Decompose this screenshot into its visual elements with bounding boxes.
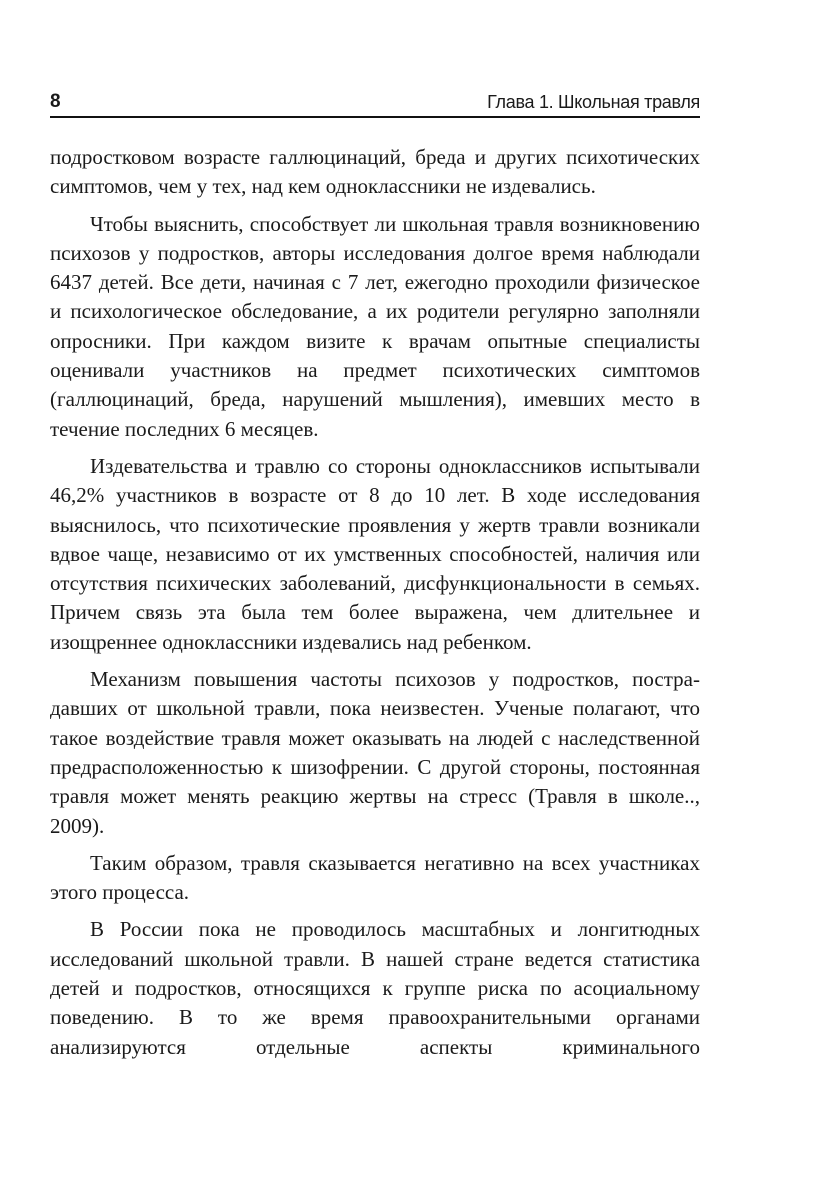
paragraph: Механизм повышения частоты психозов у подростков, пострадавших от школьной травли, пока неизвестен. Ученые полагают, что такое воздействие травля может оказывать на людей с наследственной предрасположенностью к шизофрении. С другой стороны, постоянная травля может менять реакцию жертвы на стресс (Травля в школе.., 2009).	[50, 667, 700, 838]
body-text	[50, 143, 700, 1070]
page-number: 8	[50, 91, 61, 112]
paragraph: В России пока не проводилось масштабных и лонгитюдных исследований школьной травли. В нашей стране ведется статистика детей и подростков, относящихся к группе риска по асоциальному поведению. В то же время правоохранительными органами анализируются отдельные аспекты криминального	[50, 917, 700, 1059]
paragraph: Издевательства и травлю со стороны одноклассников испытывали 46,2% участников в возрасте от 8 до 10 лет. В ходе исследования выяснилось, что психотические проявления у жертв травли возникали вдвое чаще, независимо от их умственных способностей, наличия или отсутствия психических заболеваний, дисфункциональности в семьях. Причем связь эта была тем более выражена, чем длительнее и изощреннее одноклассники издевались над ребенком.	[50, 453, 700, 654]
chapter-title: Глава 1. Школьная травля	[487, 92, 700, 112]
paragraph: Чтобы выяснить, способствует ли школьная травля возникновению психозов у подростков, авторы исследования долгое время наблюдали 6437 детей. Все дети, начиная с 7 лет, ежегодно проходили физическое и психологическое обследование, а их родители регулярно заполняли опросники. При каждом визите к врачам опытные специалисты оценивали участников на предмет психотических симптомов (галлюцинаций, бреда, нарушений мышления), имевших место в течение последних 6 месяцев.	[50, 211, 700, 441]
running-header	[50, 88, 700, 118]
paragraph: подростковом возрасте галлюцинаций, бреда и других психотических симптомов, чем у тех, над кем одноклассники не издевались.	[50, 145, 700, 199]
paragraph: Таким образом, травля сказывается негативно на всех участниках этого процесса.	[50, 850, 700, 905]
